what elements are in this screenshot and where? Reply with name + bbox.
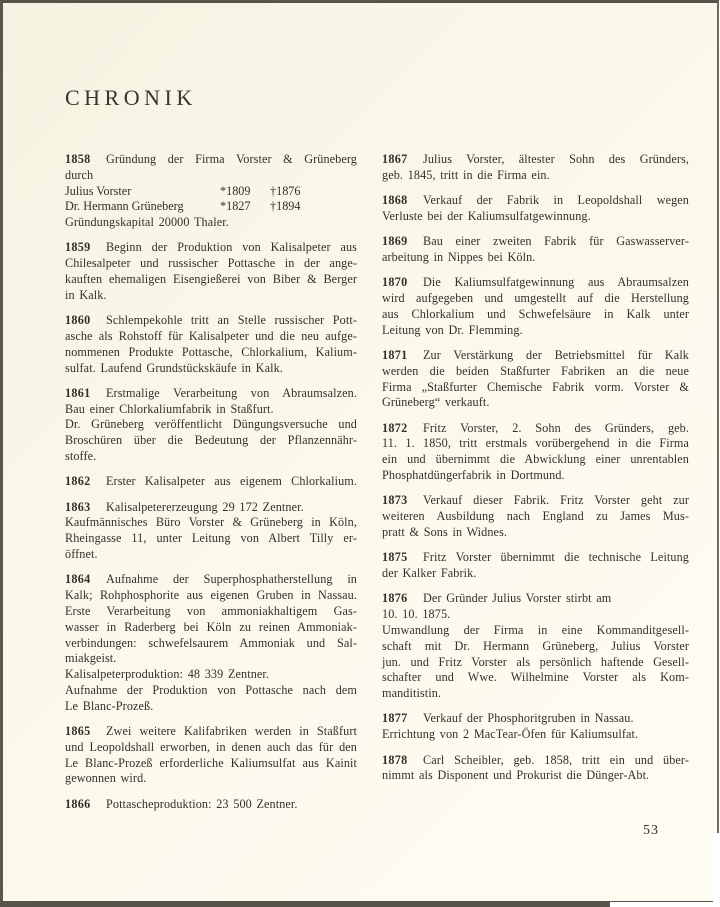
person-row <box>65 199 357 215</box>
text-line: ein und übernimmt die Abwicklung einer unrentablen <box>382 452 689 467</box>
text-line: weiteren Ausbildung nach England zu James Mus- <box>382 509 689 524</box>
entry-year: 1867 <box>382 152 408 166</box>
page-number: 53 <box>643 823 659 838</box>
text-line: Phosphatdüngerfabrik in Dortmund. <box>382 468 565 483</box>
person-row <box>65 184 357 200</box>
text-line: der Kalker Fabrik. <box>382 566 477 581</box>
chronicle-entry-1867 <box>382 152 689 184</box>
person-name: Julius Vorster <box>65 183 132 198</box>
chronicle-entry-1878 <box>382 753 689 785</box>
text-line: miakgeist. <box>65 651 117 666</box>
chronicle-entry-1858 <box>65 152 357 231</box>
entry-year: 1860 <box>65 313 91 328</box>
chronicle-entry-1859 <box>65 240 357 303</box>
text-line: geb. 1845, tritt in die Firma ein. <box>382 167 550 182</box>
entry-year: 1864 <box>65 572 91 587</box>
entry-year: 1875 <box>382 550 408 565</box>
text-line: 1873 Verkauf dieser Fabrik. Fritz Vorster geht zur <box>382 493 689 508</box>
text-line: durch <box>65 167 94 182</box>
text-line: Bau einer Chlorkaliumfabrik in Staßfurt. <box>65 401 274 416</box>
text-line: 1875 Fritz Vorster übernimmt die technische Leitung <box>382 550 689 565</box>
chronicle-entry-1873 <box>382 493 689 540</box>
chronicle-entry-1876 <box>382 591 689 702</box>
entry-year: 1873 <box>382 493 408 508</box>
text-line: Le Blanc-Prozeß erforderliche Kaliumsulfat aus Kainit <box>65 755 357 770</box>
text-line: kauften ehemaligen Eisengießerei von Biber & Berger <box>65 272 357 287</box>
text-line: 1877 Verkauf der Phosphoritgruben in Nassau. <box>382 711 634 726</box>
text-line: 1876 Der Gründer Julius Vorster stirbt am <box>382 591 612 606</box>
person-birth-year: *1827 <box>220 199 251 214</box>
chronicle-entry-1877 <box>382 711 689 743</box>
text-line: schaft mit Dr. Hermann Grüneberg, Julius Vorster <box>382 638 689 653</box>
entry-year: 1871 <box>382 347 408 362</box>
text-line: wird aufgegeben und umgestellt auf die Herstellung <box>382 291 689 306</box>
entry-year: 1878 <box>382 752 408 767</box>
text-line: pratt & Sons in Widnes. <box>382 524 508 539</box>
entry-year: 1865 <box>65 724 91 738</box>
chronicle-entry-1862 <box>65 474 357 490</box>
scan-edge-artifact-bottom <box>610 902 720 907</box>
text-line: 1872 Fritz Vorster, 2. Sohn des Gründers, geb. <box>382 420 689 435</box>
text-line: 1867 Julius Vorster, ältester Sohn des Gründers, <box>382 152 689 166</box>
text-line: manditistin. <box>382 686 442 701</box>
text-line: nommenen Produkte Pottasche, Chlorkalium, Kalium- <box>65 344 357 359</box>
text-line: Chilesalpeter und russischer Pottasche in der ange- <box>65 256 357 271</box>
entry-year: 1863 <box>65 499 91 514</box>
text-line: Grüneberg“ verkauft. <box>382 395 490 410</box>
text-line: schafter und Wwe. Wilhelmine Vorster als Kom- <box>382 670 689 685</box>
text-line: Le Blanc-Prozeß. <box>65 698 154 713</box>
entry-year: 1866 <box>65 796 91 811</box>
entry-year: 1859 <box>65 240 91 255</box>
text-line: Verluste bei der Kaliumsulfatgewinnung. <box>382 208 591 223</box>
text-line: Rheingasse 11, unter Leitung von Albert Tilly er- <box>65 531 357 546</box>
chronicle-column-left <box>65 152 357 822</box>
text-line: 1868 Verkauf der Fabrik in Leopoldshall wegen <box>382 193 689 208</box>
text-line: werden die beiden Staßfurter Fabriken an die neue <box>382 363 689 378</box>
entry-year: 1870 <box>382 275 408 290</box>
text-line: 1862 Erster Kalisalpeter aus eigenem Chlorkalium. <box>65 474 357 489</box>
text-line: Erste Verarbeitung von ammoniakhaltigem Gas- <box>65 603 357 618</box>
chronicle-entry-1870 <box>382 275 689 338</box>
person-death-year: †1876 <box>270 183 301 198</box>
text-line: 1870 Die Kaliumsulfatgewinnung aus Abraumsalzen <box>382 275 689 290</box>
chronicle-entry-1860 <box>65 313 357 376</box>
text-line: öffnet. <box>65 547 98 562</box>
text-line: 1869 Bau einer zweiten Fabrik für Gaswasserver- <box>382 234 689 249</box>
text-line: Gründungskapital 20000 Thaler. <box>65 215 229 230</box>
chronicle-entry-1863 <box>65 500 357 563</box>
person-birth-year: *1809 <box>220 183 251 198</box>
chronicle-entry-1868 <box>382 193 689 225</box>
text-line: 1860 Schlempekohle tritt an Stelle russischer Pott- <box>65 313 357 328</box>
text-line: verbindungen: schwefelsaurem Ammoniak und Sal- <box>65 635 357 650</box>
chronicle-entry-1875 <box>382 550 689 582</box>
chronicle-entry-1866 <box>65 797 357 813</box>
text-line: in Kalk. <box>65 287 107 302</box>
text-line: 1866 Pottascheproduktion: 23 500 Zentner. <box>65 796 298 811</box>
text-line: 1865 Zwei weitere Kalifabriken werden in Staßfurt <box>65 724 357 738</box>
text-line: arbeitung in Nippes bei Köln. <box>382 249 536 264</box>
text-line: wasser in Raderberg bei Köln zu reinen Ammoniak- <box>65 619 357 634</box>
text-line: 1861 Erstmalige Verarbeitung von Abraumsalzen. <box>65 385 357 400</box>
text-line: Aufnahme der Produktion von Pottasche nach dem <box>65 682 357 697</box>
chronicle-entry-1872 <box>382 421 689 484</box>
text-line: 1864 Aufnahme der Superphosphatherstellung in <box>65 572 357 587</box>
text-line: Kalisalpeterproduktion: 48 339 Zentner. <box>65 667 270 682</box>
entry-year: 1869 <box>382 234 408 249</box>
chronicle-column-right <box>382 152 689 794</box>
person-death-year: †1894 <box>270 199 301 214</box>
chronicle-entry-1871 <box>382 348 689 411</box>
entry-year: 1868 <box>382 193 408 208</box>
text-line: stoffe. <box>65 449 97 464</box>
text-line: Umwandlung der Firma in eine Kommanditgesell- <box>382 622 689 637</box>
text-line: und Leopoldshall erworben, in denen auch das für den <box>65 739 357 754</box>
text-line: Firma „Staßfurter Chemische Fabrik vorm. Vorster & <box>382 379 689 394</box>
chronicle-entry-1861 <box>65 386 357 465</box>
entry-year: 1876 <box>382 591 408 606</box>
entry-year: 1858 <box>65 152 91 166</box>
text-line: jun. und Fritz Vorster als persönlich haftende Gesell- <box>382 654 689 669</box>
text-line: asche als Rohstoff für Kalisalpeter und die neu aufge- <box>65 328 357 343</box>
entry-year: 1872 <box>382 420 408 435</box>
chronicle-entry-1869 <box>382 234 689 266</box>
text-line: 11. 1. 1850, tritt erstmals vorübergehend in die Firma <box>382 436 689 451</box>
text-line: nimmt als Disponent und Prokurist die Dünger-Abt. <box>382 768 650 783</box>
text-line: Dr. Grüneberg veröffentlicht Düngungsversuche und <box>65 417 357 432</box>
entry-year: 1877 <box>382 711 408 726</box>
text-line: 1858 Gründung der Firma Vorster & Grüneberg <box>65 152 357 166</box>
text-line: sulfat. Laufend Grundstückskäufe in Kalk. <box>65 360 283 375</box>
text-line: Broschüren über die Bedeutung der Pflanzennähr- <box>65 433 357 448</box>
text-line: 1871 Zur Verstärkung der Betriebsmittel für Kalk <box>382 347 689 362</box>
entry-year: 1862 <box>65 474 91 489</box>
scan-edge-artifact <box>713 833 720 907</box>
text-line: Leitung von Dr. Flemming. <box>382 322 523 337</box>
text-line: Kaufmännisches Büro Vorster & Grüneberg in Köln, <box>65 515 357 530</box>
person-name: Dr. Hermann Grüneberg <box>65 199 184 214</box>
text-line: 1859 Beginn der Produktion von Kalisalpeter aus <box>65 240 357 255</box>
entry-year: 1861 <box>65 385 91 400</box>
text-line: Kalk; Rohphosphorite aus eigenen Gruben in Nassau. <box>65 588 357 603</box>
text-line: aus Chlorkalium und Schwefelsäure in Kalk unter <box>382 306 689 321</box>
page-title: CHRONIK <box>65 85 197 110</box>
text-line: 10. 10. 1875. <box>382 607 451 622</box>
text-line: 1863 Kalisalpetererzeugung 29 172 Zentner. <box>65 499 304 514</box>
text-line: gewonnen wird. <box>65 771 147 786</box>
chronicle-entry-1865 <box>65 724 357 787</box>
chronicle-entry-1864 <box>65 572 357 714</box>
text-line: 1878 Carl Scheibler, geb. 1858, tritt ein und über- <box>382 752 689 767</box>
text-line: Errichtung von 2 MacTear-Öfen für Kaliumsulfat. <box>382 727 639 742</box>
